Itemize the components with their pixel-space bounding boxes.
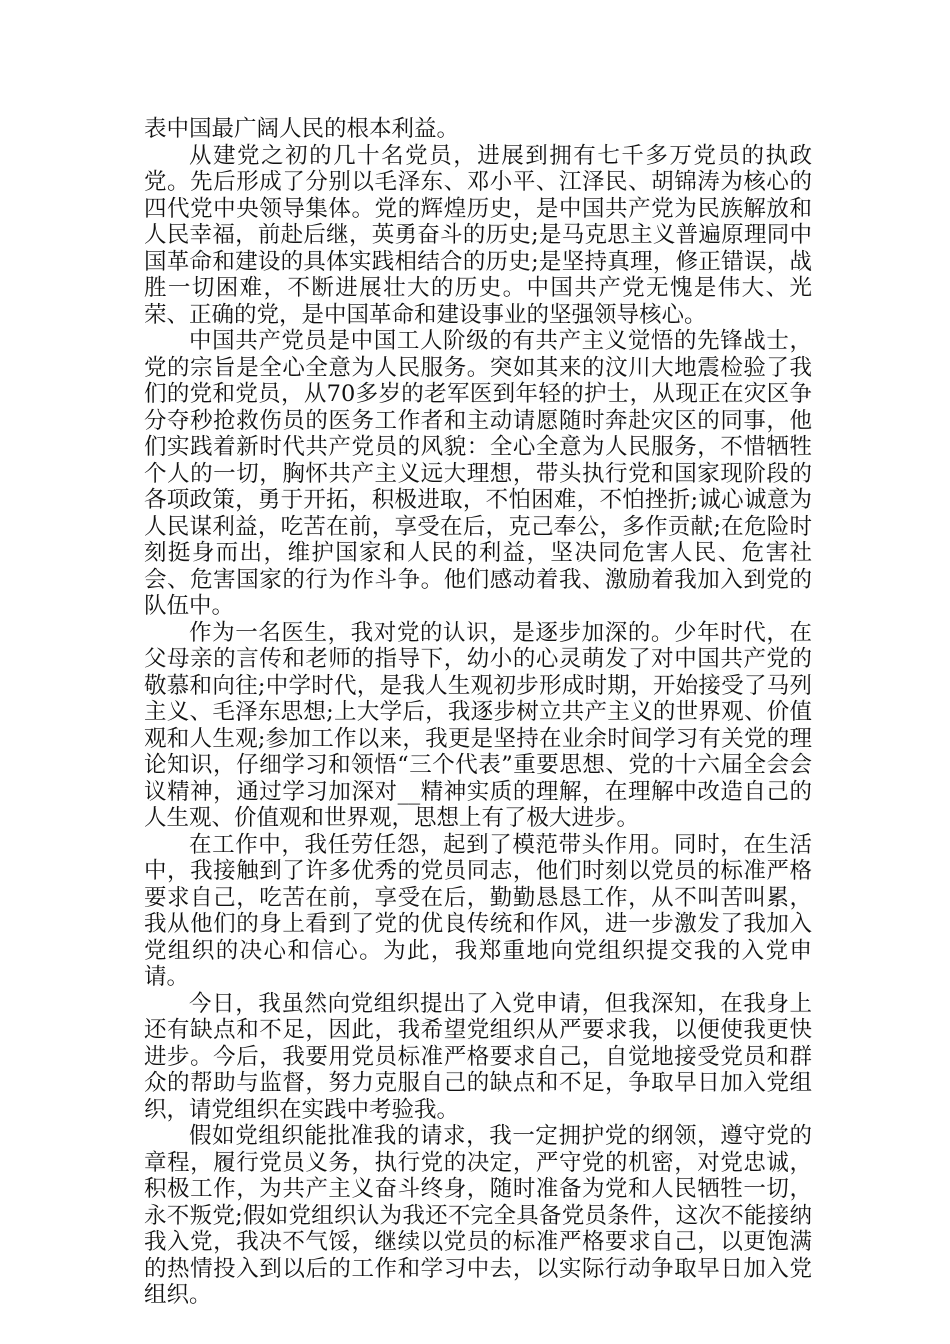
paragraph-understanding: 作为一名医生，我对党的认识，是逐步加深的。少年时代，在父母亲的言传和老师的指导下，幼小的心灵萌发了对中国共产党的敬慕和向往;中学时代，是我人生观初步形成时期，开始接受了马列主义、毛泽东思想;上大学后，我逐步树立共产主义的世界观、价值观和人生观;参加工作以来，我更是坚持在业余时间学习有关党的理论知识，仔细学习和领悟“三个代表”重要思想、党的十六届全会会议精神，通过学习加深对__精神实质的理解，在理解中改造自己的人生观、价值观和世界观，思想上有了极大进步。: [144, 619, 812, 831]
document-body: [144, 116, 812, 1309]
paragraph-pledge: 假如党组织能批准我的请求，我一定拥护党的纲领，遵守党的章程，履行党员义务，执行党的决定，严守党的机密，对党忠诚，积极工作，为共产主义奋斗终身，随时准备为党和人民牺牲一切，永不叛党;假如党组织认为我还不完全具备党员条件，这次不能接纳我入党，我决不气馁，继续以党员的标准严格要求自己，以更饱满的热情投入到以后的工作和学习中去，以实际行动争取早日加入党组织。: [144, 1123, 812, 1308]
paragraph-party-history: 从建党之初的几十名党员，进展到拥有七千多万党员的执政党。先后形成了分别以毛泽东、邓小平、江泽民、胡锦涛为核心的四代党中央领导集体。党的辉煌历史，是中国共产党为民族解放和人民幸福，前赴后继，英勇奋斗的历史;是马克思主义普遍原理同中国革命和建设的具体实践相结合的历史;是坚持真理，修正错误，战胜一切困难，不断进展壮大的历史。中国共产党无愧是伟大、光荣、正确的党，是中国革命和建设事业的坚强领导核心。: [144, 142, 812, 328]
paragraph-continuation: 表中国最广阔人民的根本利益。: [144, 116, 460, 142]
paragraph-today: 今日，我虽然向党组织提出了入党申请，但我深知，在我身上还有缺点和不足，因此，我希望党组织从严要求我，以便使我更快进步。今后，我要用党员标准严格要求自己，自觉地接受党员和群众的帮助与监督，努力克服自己的缺点和不足，争取早日加入党组织，请党组织在实践中考验我。: [144, 990, 812, 1123]
paragraph-work: 在工作中，我任劳任怨，起到了模范带头作用。同时，在生活中，我接触到了许多优秀的党员同志，他们时刻以党员的标准严格要求自己，吃苦在前，享受在后，勤勤恳恳工作，从不叫苦叫累，我从他们的身上看到了党的优良传统和作风，进一步激发了我加入党组织的决心和信心。为此，我郑重地向党组织提交我的入党申请。: [144, 831, 812, 990]
paragraph-party-members: 中国共产党员是中国工人阶级的有共产主义觉悟的先锋战士，党的宗旨是全心全意为人民服务。突如其来的汶川大地震检验了我们的党和党员，从70多岁的老军医到年轻的护士，从现正在灾区争分夺秒抢救伤员的医务工作者和主动请愿随时奔赴灾区的同事，他们实践着新时代共产党员的风貌：全心全意为人民服务，不惜牺牲个人的一切，胸怀共产主义远大理想，带头执行党和国家现阶段的各项政策，勇于开拓，积极进取，不怕困难，不怕挫折;诚心诚意为人民谋利益，吃苦在前，享受在后，克己奉公，多作贡献;在危险时刻挺身而出，维护国家和人民的利益，坚决同危害人民、危害社会、危害国家的行为作斗争。他们感动着我、激励着我加入到党的队伍中。: [144, 328, 812, 619]
